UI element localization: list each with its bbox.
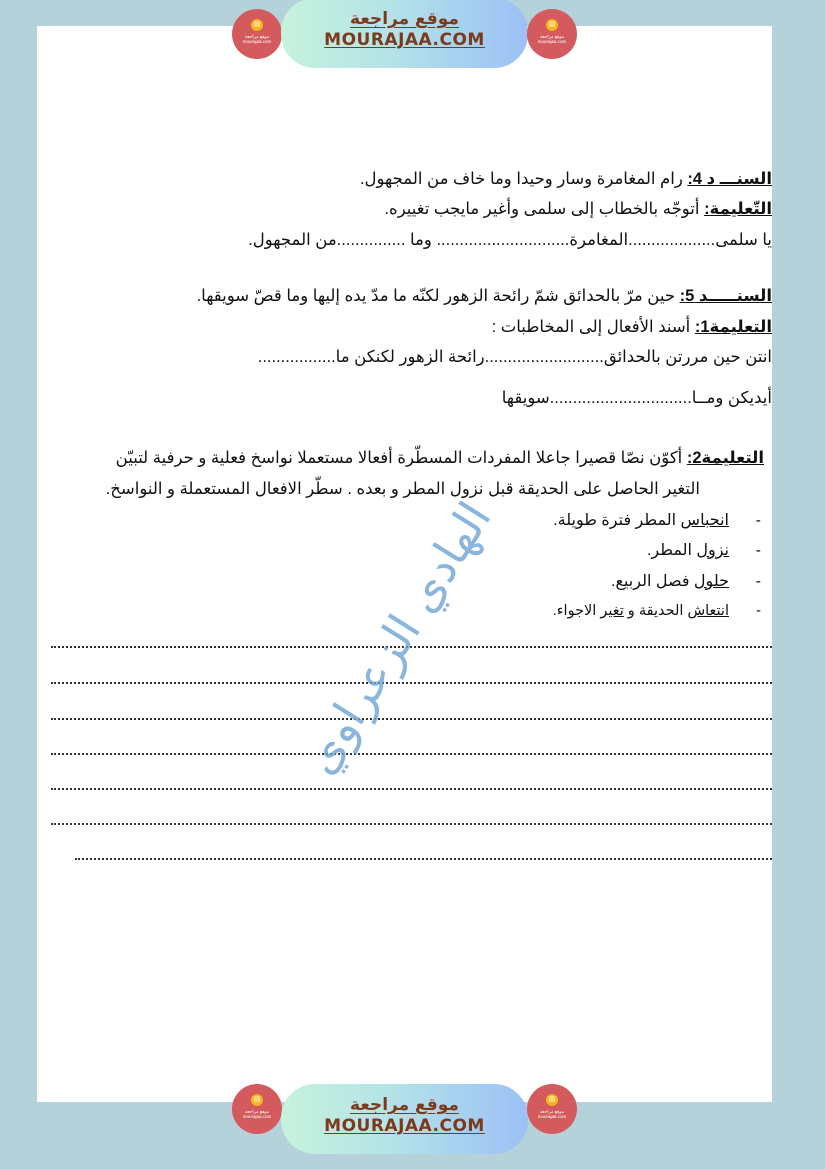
section5-fill-line1: انتن حين مررتن بالحدائق..........................رائحة الزهور لكنكن ما................. [257,348,772,366]
site-badge-left[interactable]: ▤ موقع مراجعة mourajaa.com [232,1084,282,1134]
section5-fill-line2: أيديكن ومــا...............................سويقها [501,389,772,407]
site-badge-left[interactable]: ▤ موقع مراجعة mourajaa.com [232,9,282,59]
site-title-ar: موقع مراجعة [350,1095,459,1115]
top-banner [0,0,825,80]
bullet-item: - حلول فصل الربيع. [611,573,761,590]
book-icon: ▤ [251,19,263,31]
section5-instruction1 [492,316,772,338]
site-logo-link[interactable] [281,0,528,68]
answer-line[interactable] [51,682,772,684]
section4-fill-line: يا سلمى...................المغامرة............................. وما ...............من المجهول. [248,231,772,249]
section5-text: حين مرّ بالحدائق شمّ رائحة الزهور لكنّه ما مدّ يده إليها وما قصّ سويقها. [196,287,680,305]
instruction2-text-line2: التغير الحاصل على الحديقة قبل نزول المطر و بعده . سطّر الافعال المستعملة و النواسخ. [105,480,700,498]
instruction2-label: التعليمة2: [686,449,764,467]
bullet-item: - انحباس المطر فترة طويلة. [553,512,761,529]
book-icon: ▤ [546,19,558,31]
section5-label: السنـــــد 5: [679,287,772,305]
book-icon: ▤ [251,1094,263,1106]
instruction1-label: التعليمة1: [694,318,772,336]
answer-line[interactable] [51,823,772,825]
instruction2-text-line1: أكوّن نصّا قصيرا جاعلا المفردات المسطّرة أفعالا مستعملا نواسخ فعلية و حرفية لتبيّن [115,449,687,467]
site-title-en: MOURAJAA.COM [324,1116,485,1136]
worksheet-content [37,26,772,1102]
site-title-ar: موقع مراجعة [350,9,459,29]
section4-instruction [384,198,772,220]
site-badge-right[interactable]: ▤ موقع مراجعة mourajaa.com [527,9,577,59]
author-watermark: الهادي الزعراوي [292,492,502,784]
answer-line[interactable] [51,753,772,755]
bottom-banner [0,1079,825,1169]
section4-text: رام المغامرة وسار وحيدا وما خاف من المجهول. [359,170,688,188]
section4-instruction-label: التّعليمة: [704,200,772,218]
bullet-item: - انتعاش الحديقة و تغير الاجواء. [552,603,761,619]
section4-prompt [360,168,772,190]
section4-label: السنـــ د 4: [687,170,772,188]
answer-line[interactable] [51,718,772,720]
book-icon: ▤ [546,1094,558,1106]
site-badge-right[interactable]: ▤ موقع مراجعة mourajaa.com [527,1084,577,1134]
answer-line[interactable] [51,788,772,790]
site-title-en: MOURAJAA.COM [324,30,485,50]
site-logo-link[interactable] [281,1084,528,1154]
instruction2 [116,447,764,469]
bullet-item: - نزول المطر. [646,542,761,559]
section4-instruction-text: أتوجّه بالخطاب إلى سلمى وأغير مايجب تغييره. [384,200,705,218]
answer-line[interactable] [75,858,772,860]
instruction1-text: أسند الأفعال إلى المخاطبات : [491,318,695,336]
section5-prompt [197,285,772,307]
